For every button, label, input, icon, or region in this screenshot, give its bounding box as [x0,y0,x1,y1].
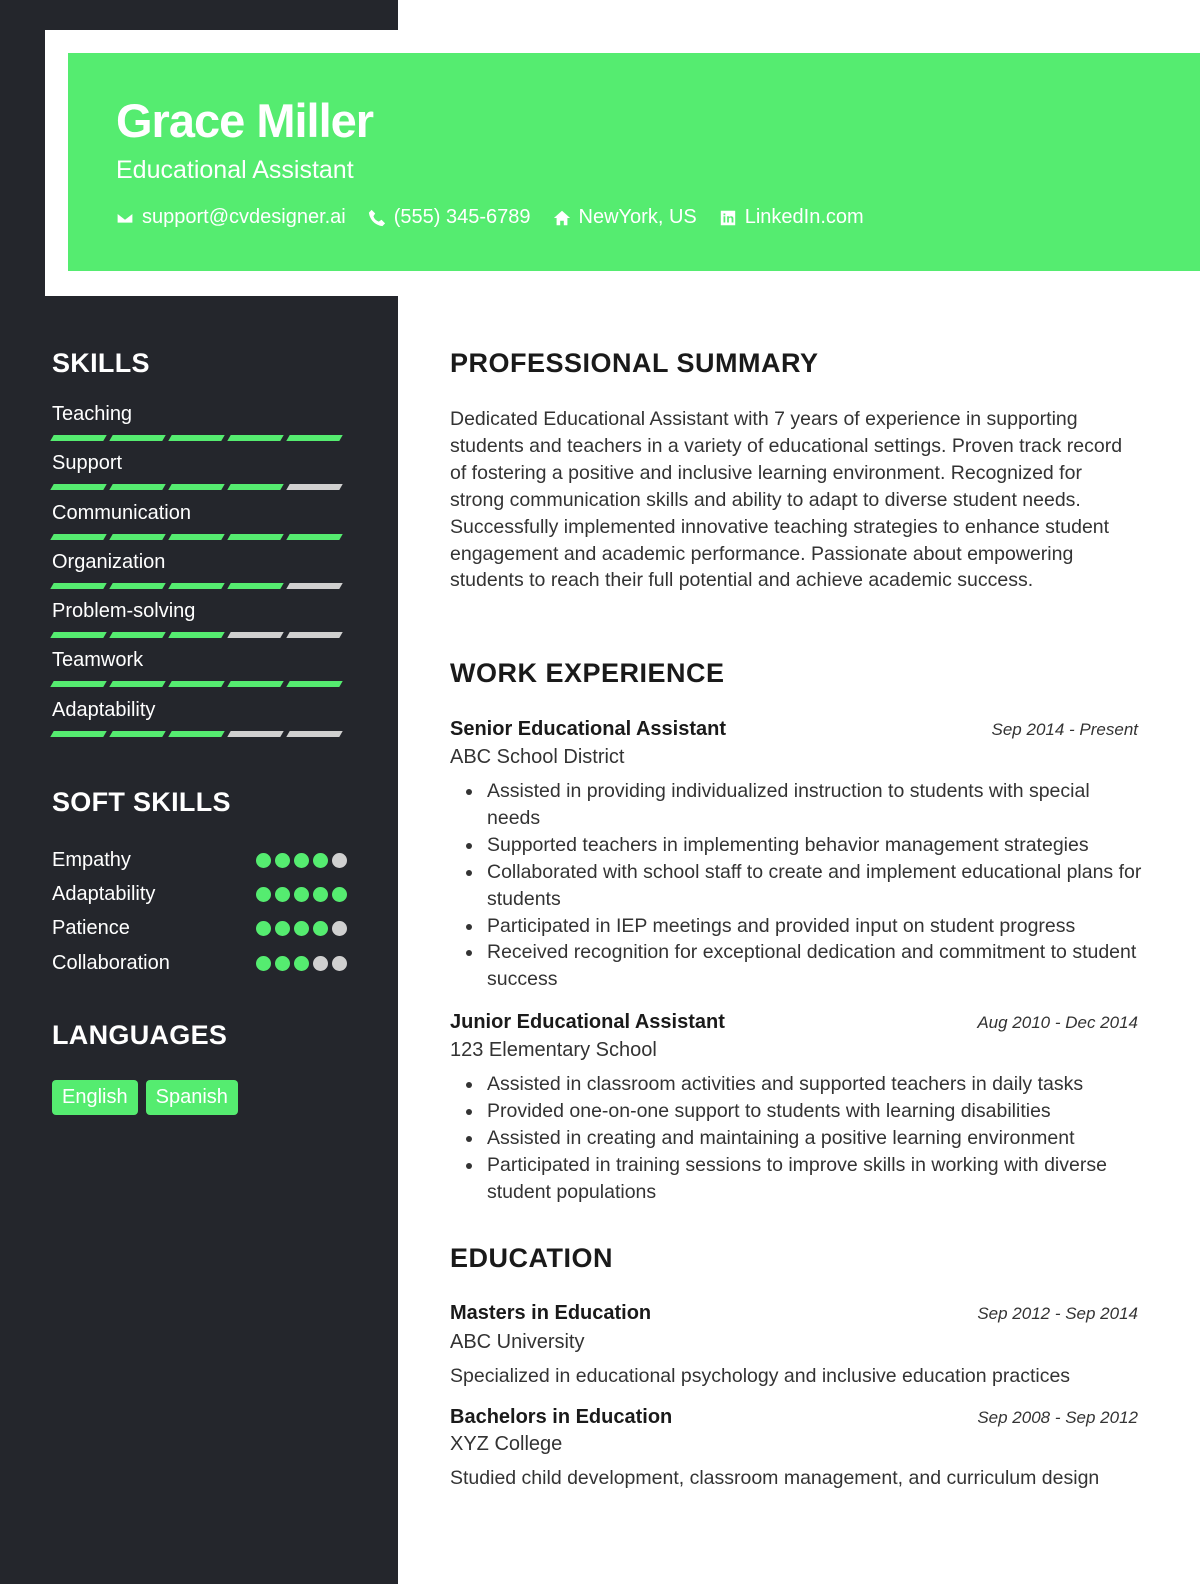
contact-linkedin[interactable] [719,206,864,229]
job-bullets [487,778,1147,993]
skill-item [52,403,347,452]
soft-skill-label: Empathy [52,848,131,871]
contact-list [116,206,864,229]
summary-text: Dedicated Educational Assistant with 7 years of experience in supporting students and teachers in a variety of educational settings. Proven track record of fostering a positive and inclusive learning environment. Recognized for strong communication skills and ability to adapt to diverse student needs. Successfully implemented innovative teaching strategies to enhance student engagement and academic performance. Passionate about empowering students to reach their full potential and achieve academic success. [450,408,1123,592]
education-heading: EDUCATION [450,1243,613,1273]
skill-label: Adaptability [52,698,156,721]
skill-level-segment [168,435,224,441]
rating-dot [313,887,328,902]
rating-dot [256,887,271,902]
rating-dot [256,853,271,868]
contact-location-text: NewYork, US [578,206,697,228]
education-header [450,1406,1138,1429]
skill-level-bar [52,583,347,589]
skill-level-segment [168,632,224,638]
summary-heading: PROFESSIONAL SUMMARY [450,348,819,378]
skill-item [52,452,347,501]
degree: Bachelors in Education [450,1406,673,1428]
soft-skill-item [52,946,347,980]
skill-level-segment [109,484,165,490]
skill-label: Teaching [52,403,133,425]
skill-level-segment [109,583,165,589]
list-item: Provided one-on-one support to students with learning disabilities [487,1098,1147,1125]
contact-phone[interactable] [368,206,531,229]
soft-skill-label: Patience [52,917,130,940]
rating-dot [294,853,309,868]
skill-level-segment [109,681,165,687]
envelope-icon [116,209,134,227]
list-item: Assisted in classroom activities and supported teachers in daily tasks [487,1071,1147,1098]
contact-email[interactable] [116,206,346,229]
rating-dot [332,887,347,902]
education-description: Studied child development, classroom management, and curriculum design [450,1467,1100,1489]
rating-dot [313,956,328,971]
skill-level-segment [286,484,342,490]
rating-dot [275,887,290,902]
soft-skill-item [52,877,347,911]
skill-level-segment [50,681,106,687]
skill-level-segment [109,632,165,638]
skill-level-segment [168,681,224,687]
language-tag: Spanish [146,1080,238,1115]
skill-level-segment [50,534,106,540]
rating-dot [294,956,309,971]
list-item: Supported teachers in implementing behavior management strategies [487,832,1147,859]
job-header [450,1011,1138,1034]
skill-level-segment [227,632,283,638]
skill-level-segment [286,435,342,441]
soft-skill-label: Collaboration [52,951,170,974]
skill-level-segment [50,435,106,441]
rating-dot [332,956,347,971]
job-dates: Aug 2010 - Dec 2014 [977,1013,1138,1032]
skill-level-segment [168,583,224,589]
job-organization: ABC School District [450,746,625,768]
rating-dot [275,956,290,971]
education-dates: Sep 2012 - Sep 2014 [977,1304,1138,1323]
job-organization: 123 Elementary School [450,1039,657,1061]
phone-icon [368,209,386,227]
skill-level-bar [52,681,347,687]
soft-skills-heading: SOFT SKILLS [52,787,231,817]
rating-dot [275,853,290,868]
skill-level-segment [109,534,165,540]
language-list [52,1080,238,1115]
skill-level-segment [50,484,106,490]
linkedin-icon [719,209,737,227]
skill-item [52,649,347,698]
skill-level-segment [227,731,283,737]
contact-location [553,206,697,229]
soft-skill-rating [256,921,347,936]
skill-level-segment [286,731,342,737]
skills-heading: SKILLS [52,348,150,378]
skill-label: Teamwork [52,649,144,672]
skill-level-segment [227,583,283,589]
contact-phone-text: (555) 345-6789 [393,206,531,228]
list-item: Participated in IEP meetings and provided input on student progress [487,913,1147,940]
rating-dot [275,921,290,936]
list-item: Assisted in creating and maintaining a positive learning environment [487,1125,1147,1152]
job-bullets [487,1071,1147,1206]
job-title: Educational Assistant [116,156,354,184]
skill-level-segment [168,731,224,737]
skill-label: Problem-solving [52,600,196,623]
list-item: Assisted in providing individualized instruction to students with special needs [487,778,1147,832]
job-role: Senior Educational Assistant [450,718,726,740]
education-header [450,1302,1138,1325]
skill-item [52,600,347,649]
skill-item [52,551,347,600]
skill-label: Support [52,452,123,475]
skill-level-segment [286,583,342,589]
rating-dot [256,956,271,971]
home-icon [553,209,571,227]
skill-item [52,699,347,748]
skill-level-segment [50,583,106,589]
education-description: Specialized in educational psychology and inclusive education practices [450,1365,1071,1387]
languages-heading: LANGUAGES [52,1020,228,1050]
soft-skill-item [52,843,347,877]
soft-skill-item [52,912,347,946]
experience-heading: WORK EXPERIENCE [450,658,725,688]
list-item: Collaborated with school staff to create and implement educational plans for students [487,859,1147,913]
school: ABC University [450,1331,585,1353]
skill-level-segment [168,534,224,540]
header [68,53,1200,271]
skill-level-segment [286,534,342,540]
contact-email-text: support@cvdesigner.ai [142,206,346,228]
skill-level-segment [109,435,165,441]
skill-item [52,502,347,551]
language-tag: English [52,1080,138,1115]
skill-level-bar [52,731,347,737]
rating-dot [256,921,271,936]
rating-dot [294,921,309,936]
list-item: Received recognition for exceptional dedication and commitment to student success [487,939,1147,993]
rating-dot [332,921,347,936]
school: XYZ College [450,1433,563,1455]
job-header [450,718,1138,741]
rating-dot [332,853,347,868]
candidate-name: Grace Miller [116,94,374,147]
soft-skill-label: Adaptability [52,882,156,905]
skill-level-segment [50,731,106,737]
soft-skill-rating [256,956,347,971]
skill-level-segment [109,731,165,737]
skill-level-segment [227,681,283,687]
skill-level-segment [227,534,283,540]
skill-label: Communication [52,501,191,524]
skill-list [52,403,347,748]
skill-level-bar [52,484,347,490]
soft-skill-list [52,843,347,980]
contact-linkedin-text: LinkedIn.com [744,206,864,228]
rating-dot [313,921,328,936]
rating-dot [294,887,309,902]
skill-level-segment [286,632,342,638]
job-dates: Sep 2014 - Present [991,720,1138,739]
rating-dot [313,853,328,868]
degree: Masters in Education [450,1302,652,1324]
education-dates: Sep 2008 - Sep 2012 [977,1408,1138,1427]
skill-level-bar [52,534,347,540]
skill-level-segment [227,435,283,441]
skill-label: Organization [52,550,166,573]
skill-level-segment [50,632,106,638]
skill-level-segment [286,681,342,687]
list-item: Participated in training sessions to improve skills in working with diverse student populations [487,1152,1147,1206]
job-role: Junior Educational Assistant [450,1011,725,1033]
soft-skill-rating [256,853,347,868]
soft-skill-rating [256,887,347,902]
skill-level-segment [227,484,283,490]
skill-level-bar [52,435,347,441]
skill-level-segment [168,484,224,490]
skill-level-bar [52,632,347,638]
